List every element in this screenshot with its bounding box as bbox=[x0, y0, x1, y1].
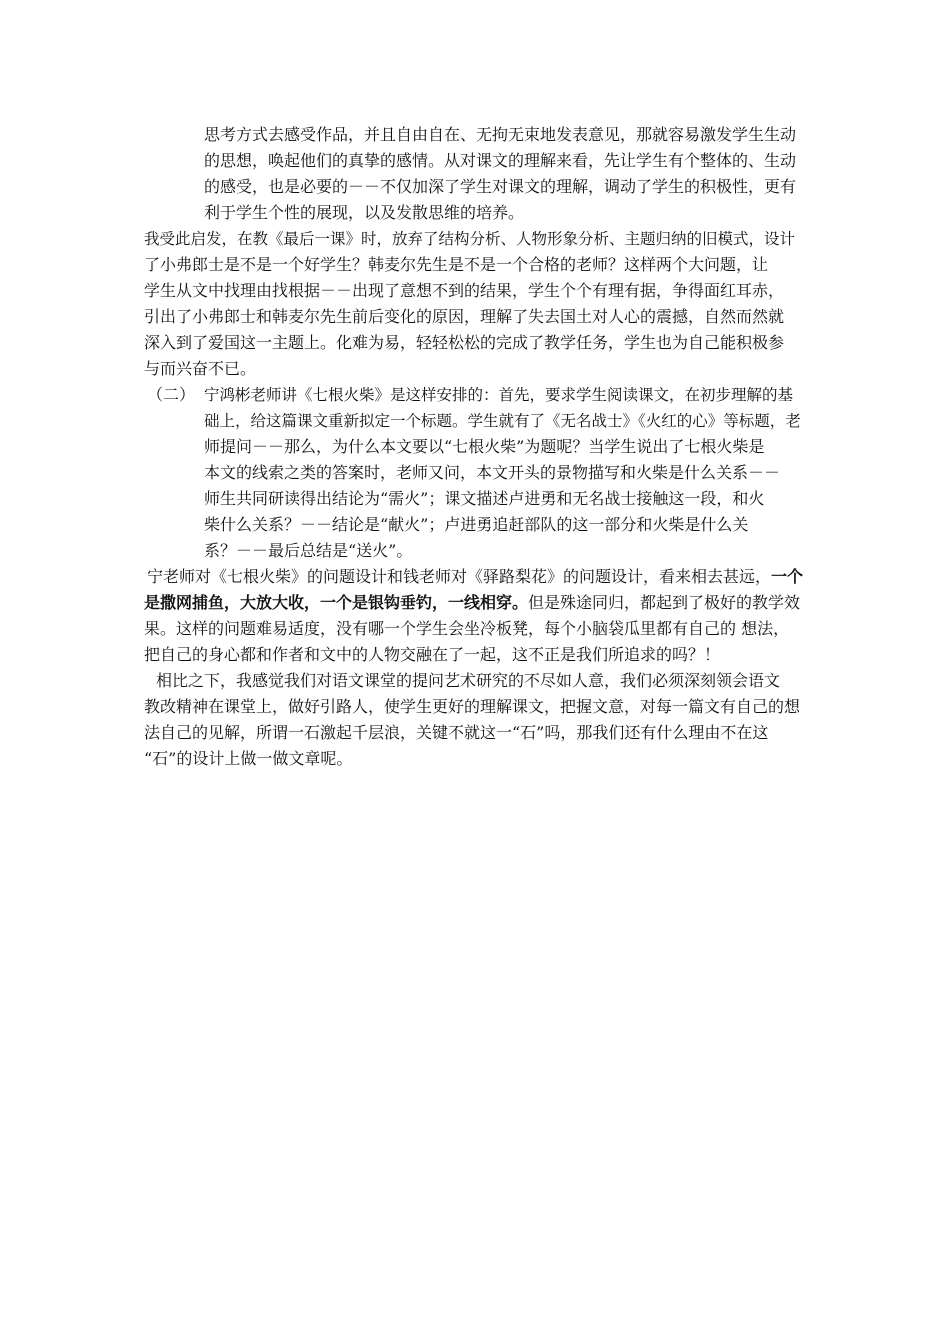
p4-line-2-text: 但是殊途同归，都起到了极好的教学效 bbox=[528, 593, 801, 612]
section-marker: （二） bbox=[147, 385, 196, 404]
p3-line-1: 宁鸿彬老师讲《七根火柴》是这样安排的：首先，要求学生阅读课文，在初步理解的基 bbox=[204, 386, 794, 404]
p3-line-4: 本文的线索之类的答案时，老师又问，本文开头的景物描写和火柴是什么关系－－ bbox=[204, 463, 781, 482]
p2-line-5: 深入到了爱国这一主题上。化难为易，轻轻松松的完成了教学任务，学生也为自己能积极参 bbox=[144, 333, 785, 352]
p3-line-6: 柴什么关系？－－结论是“献火”；卢进勇追赶部队的这一部分和火柴是什么关 bbox=[204, 515, 749, 534]
p3-line-7: 系？－－最后总结是“送火”。 bbox=[204, 541, 413, 560]
p5-line-1: 相比之下，我感觉我们对语文课堂的提问艺术研究的不尽如人意，我们必须深刻领会语文 bbox=[156, 671, 781, 690]
p1-line-2: 的思想，唤起他们的真挚的感情。从对课文的理解来看，先让学生有个整体的、生动 bbox=[204, 151, 797, 170]
p1-line-1: 思考方式去感受作品，并且自由自在、无拘无束地发表意见，那就容易激发学生生动 bbox=[204, 125, 797, 144]
p3-line-3: 师提问－－那么，为什么本文要以“七根火柴”为题呢？当学生说出了七根火柴是 bbox=[204, 437, 765, 456]
p4-line-1 bbox=[147, 564, 805, 590]
p2-line-6: 与而兴奋不已。 bbox=[144, 359, 257, 378]
p5-line-2: 教改精神在课堂上，做好引路人，使学生更好的理解课文，把握文意，对每一篇文有自己的想 bbox=[144, 697, 801, 716]
p4-line-3: 果。这样的问题难易适度，没有哪一个学生会坐冷板凳，每个小脑袋瓜里都有自己的 想法， bbox=[144, 619, 790, 638]
p4-line-1-text: 宁老师对《七根火柴》的问题设计和钱老师对《驿路梨花》的问题设计，看来相去甚远， bbox=[147, 567, 772, 586]
p1-line-4: 利于学生个性的展现，以及发散思维的培养。 bbox=[204, 203, 525, 222]
p4-line-4: 把自己的身心都和作者和文中的人物交融在了一起，这不正是我们所追求的吗？！ bbox=[144, 645, 721, 664]
p4-line-2 bbox=[144, 590, 805, 616]
p4-line-2-bold: 是撒网捕鱼，大放大收，一个是银钩垂钓，一线相穿。 bbox=[144, 593, 529, 612]
p3-line-5: 师生共同研读得出结论为“需火”；课文描述卢进勇和无名战士接触这一段，和火 bbox=[204, 489, 765, 508]
p5-line-4: “石”的设计上做一做文章呢。 bbox=[144, 749, 353, 768]
p2-line-4: 引出了小弗郎士和韩麦尔先生前后变化的原因，理解了失去国土对人心的震撼，自然而然就 bbox=[144, 307, 785, 326]
p2-line-1: 我受此启发，在教《最后一课》时，放弃了结构分析、人物形象分析、主题归纳的旧模式，设计 bbox=[144, 230, 796, 248]
p5-line-3: 法自己的见解，所谓一石激起千层浪，关键不就这一“石”吗，那我们还有什么理由不在这 bbox=[144, 723, 769, 742]
p4-line-1-bold: 一个 bbox=[771, 567, 804, 586]
p1-line-3: 的感受，也是必要的－－不仅加深了学生对课文的理解，调动了学生的积极性，更有 bbox=[204, 177, 797, 196]
p2-line-2: 了小弗郎士是不是一个好学生？韩麦尔先生是不是一个合格的老师？这样两个大问题，让 bbox=[144, 255, 769, 274]
p2-line-3: 学生从文中找理由找根据－－出现了意想不到的结果，学生个个有理有据，争得面红耳赤， bbox=[144, 281, 785, 300]
p3-line-2: 础上，给这篇课文重新拟定一个标题。学生就有了《无名战士》《火红的心》等标题，老 bbox=[204, 412, 801, 430]
